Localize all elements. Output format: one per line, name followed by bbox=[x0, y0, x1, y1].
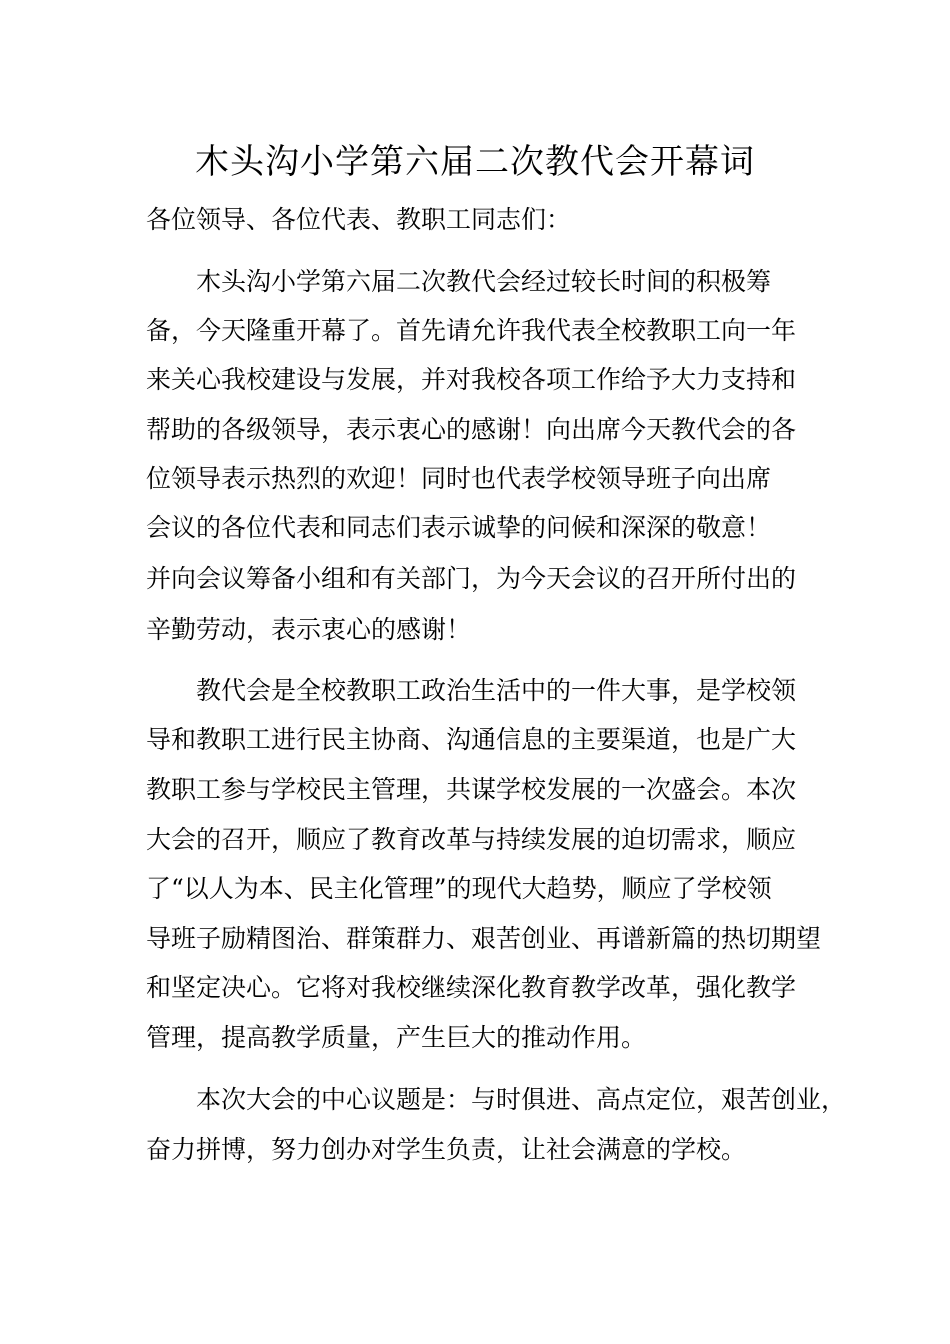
document-title: 木头沟小学第六届二次教代会开幕词 bbox=[195, 142, 755, 182]
paragraph-line: 教代会是全校教职工政治生活中的一件大事，是学校领 bbox=[196, 676, 797, 705]
paragraph-line: 了“以人为本、民主化管理”的现代大趋势，顺应了学校领 bbox=[146, 874, 772, 903]
paragraph-line: 管理，提高教学质量，产生巨大的推动作用。 bbox=[146, 1023, 647, 1052]
paragraph-line: 备，今天隆重开幕了。首先请允许我代表全校教职工向一年 bbox=[146, 316, 797, 345]
paragraph-line: 会议的各位代表和同志们表示诚挚的问候和深深的敬意！ bbox=[146, 513, 772, 542]
paragraph-line: 和坚定决心。它将对我校继续深化教育教学改革，强化教学 bbox=[146, 973, 797, 1002]
paragraph-line: 位领导表示热烈的欢迎！同时也代表学校领导班子向出席 bbox=[146, 464, 772, 493]
paragraph-line: 导和教职工进行民主协商、沟通信息的主要渠道，也是广大 bbox=[146, 725, 797, 754]
paragraph-line: 导班子励精图治、群策群力、艰苦创业、再谱新篇的热切期望 bbox=[146, 924, 822, 953]
salutation: 各位领导、各位代表、教职工同志们： bbox=[146, 205, 572, 234]
paragraph-line: 奋力拼博，努力创办对学生负责，让社会满意的学校。 bbox=[146, 1135, 747, 1164]
paragraph-line: 教职工参与学校民主管理，共谋学校发展的一次盛会。本次 bbox=[146, 775, 797, 804]
paragraph-line: 帮助的各级领导，表示衷心的感谢！向出席今天教代会的各 bbox=[146, 415, 797, 444]
paragraph-line: 大会的召开，顺应了教育改革与持续发展的迫切需求，顺应 bbox=[146, 825, 797, 854]
paragraph-line: 木头沟小学第六届二次教代会经过较长时间的积极筹 bbox=[196, 267, 772, 296]
paragraph-line: 并向会议筹备小组和有关部门，为今天会议的召开所付出的 bbox=[146, 564, 797, 593]
paragraph-line: 来关心我校建设与发展，并对我校各项工作给予大力支持和 bbox=[146, 365, 797, 394]
paragraph-line: 辛勤劳动，表示衷心的感谢！ bbox=[146, 615, 472, 644]
paragraph-line: 本次大会的中心议题是：与时俱进、高点定位，艰苦创业， bbox=[196, 1085, 847, 1114]
